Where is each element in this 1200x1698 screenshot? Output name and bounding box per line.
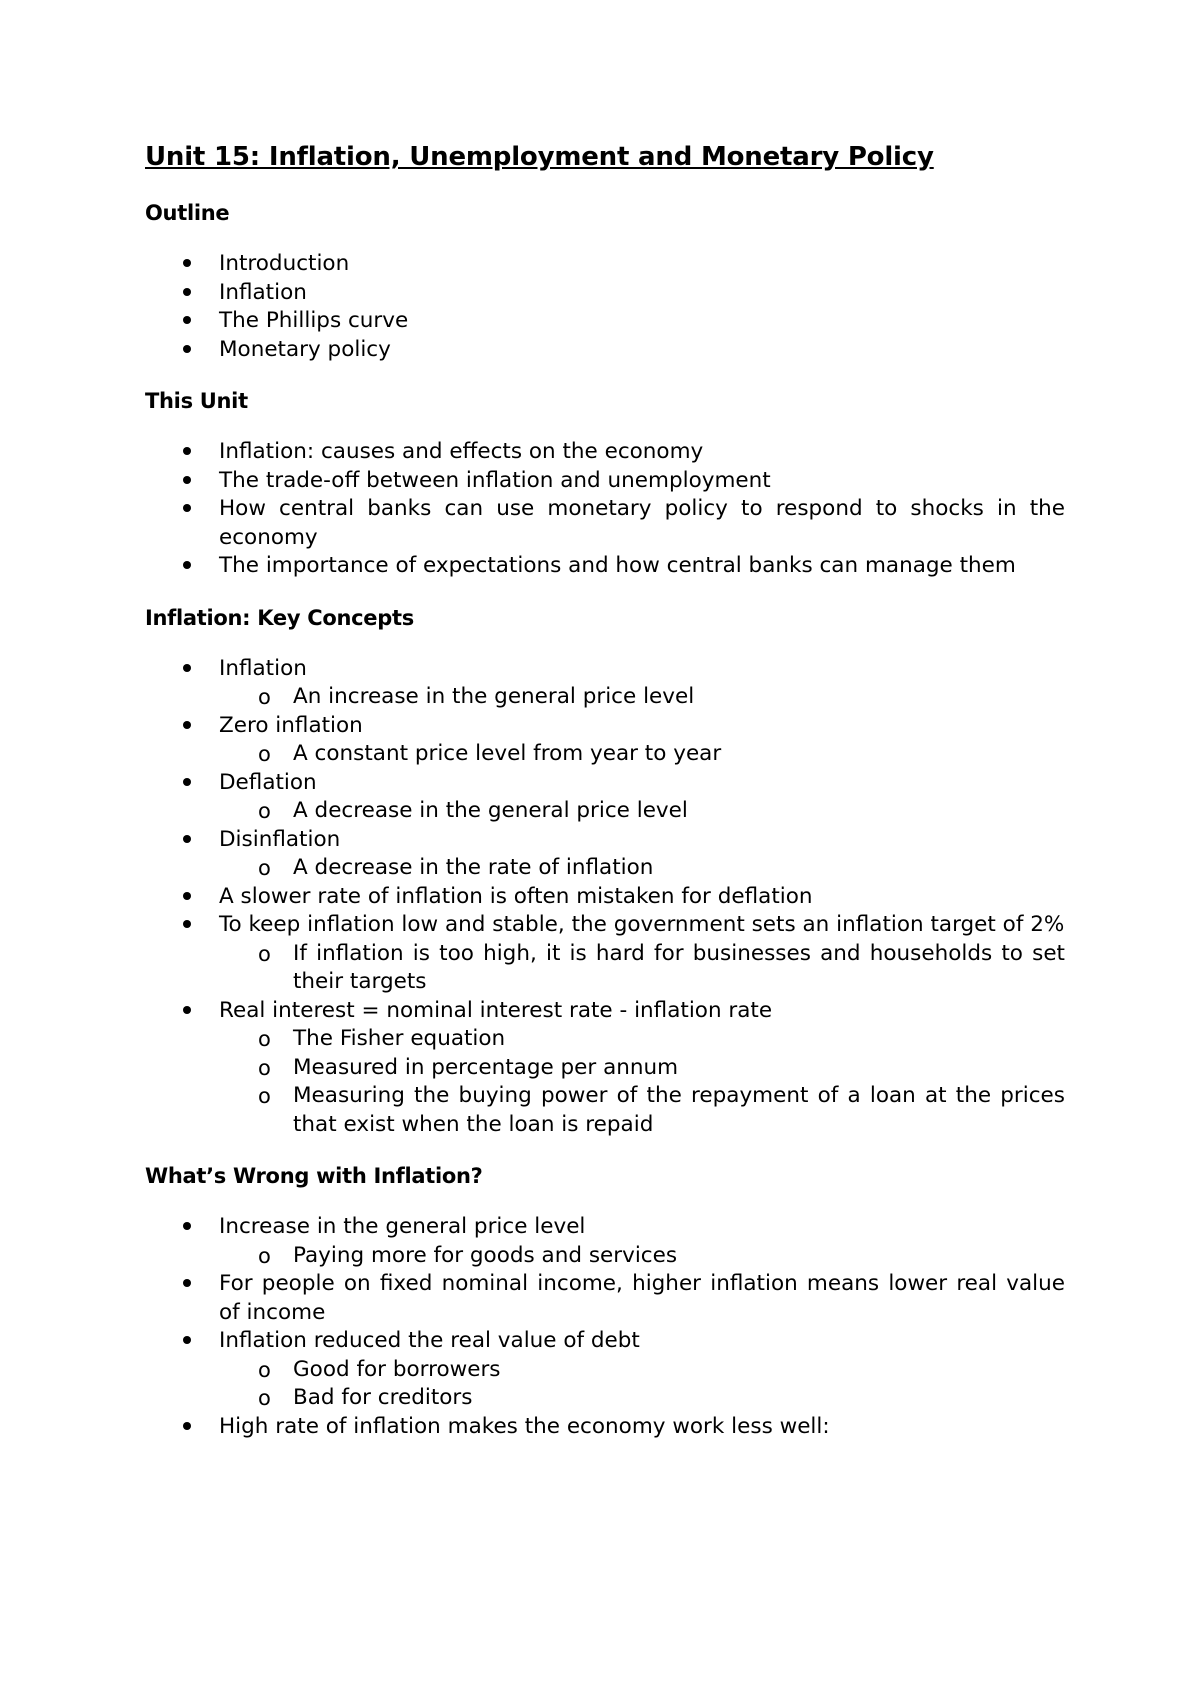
sub-bullet-list: [219, 797, 1065, 826]
sub-bullet-item: [219, 740, 1065, 769]
circle-bullet-icon: o: [258, 742, 271, 766]
circle-bullet-icon: o: [258, 1055, 271, 1080]
bullet-dot-icon: [183, 835, 191, 843]
sub-bullet-item: [219, 1356, 1065, 1385]
bullet-text: Inflation reduced the real value of debt: [219, 1328, 640, 1353]
bullet-item: [145, 1413, 1065, 1442]
sub-bullet-list: [219, 1242, 1065, 1271]
bullet-item: [145, 467, 1065, 496]
circle-bullet-icon: o: [258, 685, 271, 709]
bullet-dot-icon: [183, 1006, 191, 1014]
bullet-text: The trade-off between inflation and unemployment: [219, 467, 771, 493]
bullet-item: [145, 883, 1065, 912]
bullet-text: Real interest = nominal interest rate - inflation rate: [219, 997, 773, 1023]
bullet-text: Inflation: causes and effects on the economy: [219, 439, 704, 464]
bullet-item: [145, 1270, 1065, 1327]
bullet-item: [145, 1327, 1065, 1413]
sub-bullet-item: [219, 854, 1065, 883]
bullet-dot-icon: [183, 920, 191, 928]
bullet-item: [145, 997, 1065, 1140]
bullet-dot-icon: [183, 345, 191, 353]
bullet-list: [145, 438, 1065, 581]
bullet-dot-icon: [183, 1336, 191, 1344]
bullet-text: For people on fixed nominal income, higher inflation means lower real value of income: [219, 1271, 1065, 1325]
sub-bullet-item: [219, 797, 1065, 826]
document-page: [145, 140, 1065, 1463]
sub-bullet-item: [219, 940, 1065, 997]
section-heading: Outline: [145, 201, 230, 225]
sub-bullet-item: [219, 683, 1065, 712]
bullet-item: [145, 307, 1065, 336]
section-heading: What’s Wrong with Inflation?: [145, 1164, 483, 1188]
bullet-dot-icon: [183, 259, 191, 267]
bullet-text: Monetary policy: [219, 336, 391, 362]
sub-bullet-text: Good for borrowers: [293, 1356, 501, 1382]
bullet-item: [145, 1213, 1065, 1270]
sub-bullet-list: [219, 1356, 1065, 1413]
circle-bullet-icon: o: [258, 799, 271, 823]
bullet-text: Zero inflation: [219, 712, 363, 738]
bullet-dot-icon: [183, 1422, 191, 1430]
sub-bullet-text: Paying more for goods and services: [293, 1242, 678, 1268]
sub-bullet-text: If inflation is too high, it is hard for businesses and households to set their targets: [293, 940, 1065, 994]
bullet-text: High rate of inflation makes the economy work less well:: [219, 1413, 830, 1439]
section-heading: Inflation: Key Concepts: [145, 605, 414, 630]
bullet-dot-icon: [183, 447, 191, 455]
bullet-dot-icon: [183, 1222, 191, 1230]
sub-bullet-item: [219, 1054, 1065, 1083]
circle-bullet-icon: o: [258, 1027, 271, 1051]
bullet-item: [145, 336, 1065, 365]
circle-bullet-icon: o: [258, 1357, 271, 1382]
sub-bullet-text: The Fisher equation: [293, 1026, 506, 1051]
bullet-item: [145, 250, 1065, 279]
bullet-item: [145, 769, 1065, 826]
circle-bullet-icon: o: [258, 1386, 271, 1410]
sub-bullet-list: [219, 683, 1065, 712]
bullet-text: How central banks can use monetary policy to respond to shocks in the economy: [219, 496, 1065, 550]
document-body: [145, 198, 1065, 1441]
bullet-text: Deflation: [219, 769, 317, 795]
sub-bullet-text: Measuring the buying power of the repayment of a loan at the prices that exist when the loan is repaid: [293, 1083, 1065, 1137]
bullet-list: [145, 655, 1065, 1140]
bullet-text: The importance of expectations and how central banks can manage them: [219, 553, 1016, 578]
bullet-text: Increase in the general price level: [219, 1214, 586, 1239]
bullet-item: [145, 655, 1065, 712]
sub-bullet-text: A constant price level from year to year: [293, 741, 722, 766]
bullet-item: [145, 438, 1065, 467]
sub-bullet-text: An increase in the general price level: [293, 684, 695, 709]
bullet-item: [145, 495, 1065, 552]
sub-bullet-text: Measured in percentage per annum: [293, 1054, 679, 1080]
bullet-dot-icon: [183, 778, 191, 786]
circle-bullet-icon: o: [258, 1243, 271, 1268]
sub-bullet-text: A decrease in the rate of inflation: [293, 855, 654, 880]
bullet-dot-icon: [183, 664, 191, 672]
sub-bullet-text: A decrease in the general price level: [293, 798, 688, 823]
bullet-dot-icon: [183, 288, 191, 296]
circle-bullet-icon: o: [258, 1084, 271, 1108]
sub-bullet-list: [219, 854, 1065, 883]
bullet-dot-icon: [183, 721, 191, 729]
bullet-dot-icon: [183, 892, 191, 900]
bullet-item: [145, 279, 1065, 308]
bullet-dot-icon: [183, 476, 191, 484]
sub-bullet-list: [219, 1025, 1065, 1139]
sub-bullet-item: [219, 1384, 1065, 1413]
bullet-item: [145, 826, 1065, 883]
bullet-text: Inflation: [219, 655, 307, 681]
bullet-text: The Phillips curve: [219, 308, 409, 333]
bullet-list: [145, 1213, 1065, 1441]
bullet-text: Disinflation: [219, 826, 341, 852]
bullet-text: A slower rate of inflation is often mistaken for deflation: [219, 883, 813, 909]
bullet-item: [145, 552, 1065, 581]
circle-bullet-icon: o: [258, 941, 271, 966]
bullet-text: Introduction: [219, 251, 350, 276]
sub-bullet-item: [219, 1025, 1065, 1054]
document-title: Unit 15: Inflation, Unemployment and Monetary Policy: [145, 142, 934, 172]
bullet-text: Inflation: [219, 279, 307, 305]
bullet-dot-icon: [183, 316, 191, 324]
circle-bullet-icon: o: [258, 856, 271, 880]
sub-bullet-item: [219, 1242, 1065, 1271]
bullet-dot-icon: [183, 1279, 191, 1287]
sub-bullet-item: [219, 1082, 1065, 1139]
sub-bullet-list: [219, 940, 1065, 997]
bullet-dot-icon: [183, 561, 191, 569]
sub-bullet-text: Bad for creditors: [293, 1385, 473, 1410]
section-heading: This Unit: [145, 389, 248, 413]
bullet-list: [145, 250, 1065, 364]
bullet-text: To keep inflation low and stable, the government sets an inflation target of 2%: [219, 912, 1065, 937]
sub-bullet-list: [219, 740, 1065, 769]
bullet-dot-icon: [183, 504, 191, 512]
bullet-item: [145, 911, 1065, 997]
bullet-item: [145, 712, 1065, 769]
